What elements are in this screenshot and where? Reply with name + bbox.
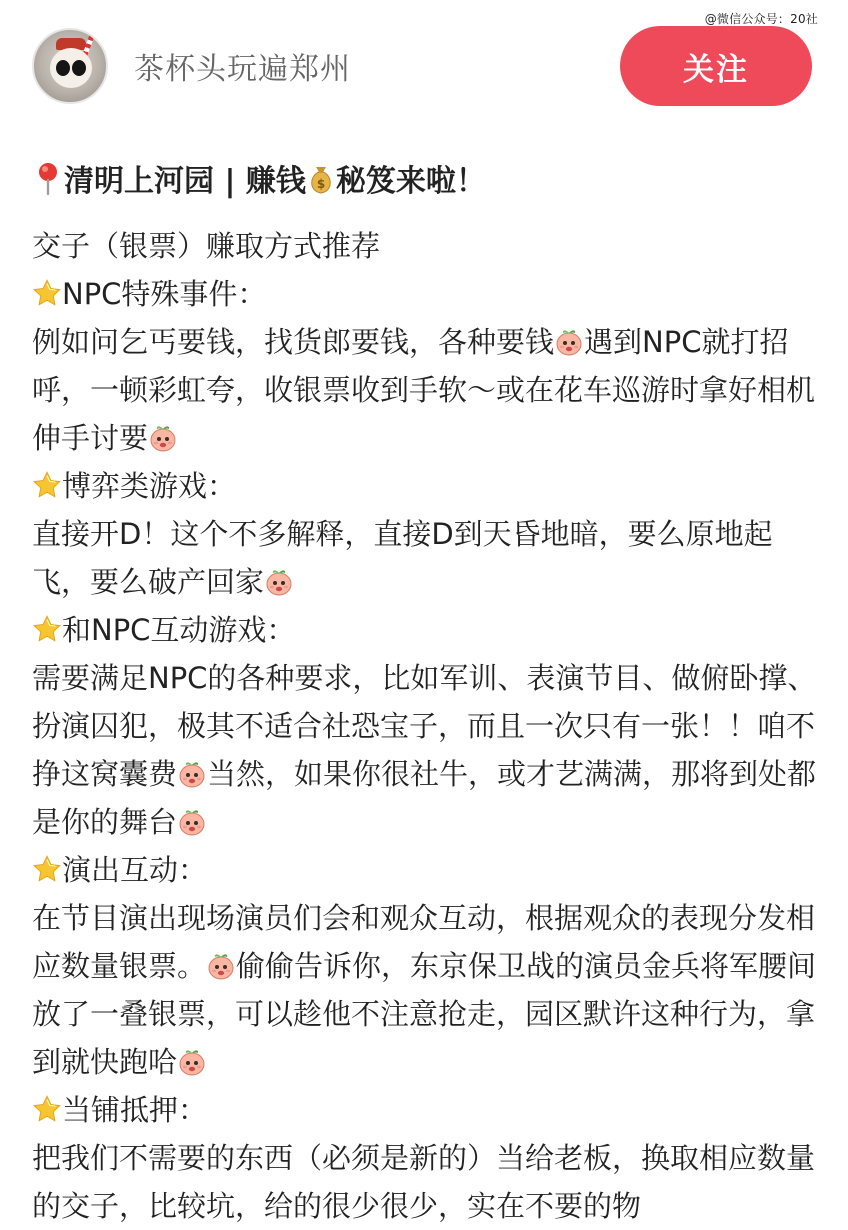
watermark-text: @微信公众号：20社 bbox=[704, 12, 818, 26]
star-icon bbox=[32, 854, 62, 884]
section-text-performance: 在节目演出现场演员们会和观众互动，根据观众的表现分发相应数量银票。 偷偷告诉你，东京保卫战的演员金兵将军腰间放了一叠银票，可以趁他不注意抢走，园区默许这种行为，拿到就快跑哈 bbox=[32, 901, 817, 1079]
section-heading-npc-games: 和NPC互动游戏： bbox=[32, 606, 820, 654]
peach-sticker-icon bbox=[177, 759, 207, 789]
section-text-npc-games: 需要满足NPC的各种要求，比如军训、表演节目、做俯卧撑、扮演囚犯，极其不适合社恐宝子，而且一次只有一张！！咱不挣这窝囊费 当然，如果你很社牛，或才艺满满，那将到处都是你的舞台 bbox=[32, 661, 817, 839]
post-body bbox=[32, 222, 820, 1230]
money-bag-icon bbox=[306, 163, 336, 195]
peach-sticker-icon bbox=[177, 1047, 207, 1077]
post-title bbox=[32, 158, 828, 206]
post-title-part2: 秘笈来啦！ bbox=[335, 164, 486, 199]
peach-sticker-icon bbox=[177, 807, 207, 837]
star-icon bbox=[32, 1094, 62, 1124]
peach-sticker-icon bbox=[264, 567, 294, 597]
peach-sticker-icon bbox=[148, 423, 178, 453]
section-text-npc-events: 例如问乞丐要钱，找货郎要钱，各种要钱 遇到NPC就打招呼，一顿彩虹夸，收银票收到手软～或在花车巡游时拿好相机伸手讨要 bbox=[32, 325, 816, 455]
follow-button[interactable]: 关注 bbox=[620, 26, 812, 106]
star-icon bbox=[32, 278, 62, 308]
section-text-pawnshop: 把我们不需要的东西（必须是新的）当给老板，换取相应数量的交子，比较坑，给的很少很少，实在不要的物 bbox=[32, 1141, 816, 1223]
section-heading-npc-events: NPC特殊事件： bbox=[32, 270, 820, 318]
author-name[interactable]: 茶杯头玩遍郑州 bbox=[134, 52, 351, 87]
author-avatar[interactable] bbox=[32, 28, 108, 104]
section-heading-pawnshop: 当铺抵押： bbox=[32, 1086, 820, 1134]
intro-line: 交子（银票）赚取方式推荐 bbox=[32, 229, 381, 263]
peach-sticker-icon bbox=[206, 951, 236, 981]
peach-sticker-icon bbox=[554, 327, 584, 357]
pin-icon bbox=[32, 161, 64, 195]
section-heading-games: 博弈类游戏： bbox=[32, 462, 820, 510]
section-text-games: 直接开D！这个不多解释，直接D到天昏地暗，要么原地起飞，要么破产回家 bbox=[32, 517, 773, 599]
svg-text:$: $ bbox=[316, 177, 326, 191]
post-title-part1: 清明上河园 | 赚钱 bbox=[64, 164, 306, 199]
section-heading-performance: 演出互动： bbox=[32, 846, 820, 894]
star-icon bbox=[32, 614, 62, 644]
post-header bbox=[32, 26, 812, 106]
star-icon bbox=[32, 470, 62, 500]
